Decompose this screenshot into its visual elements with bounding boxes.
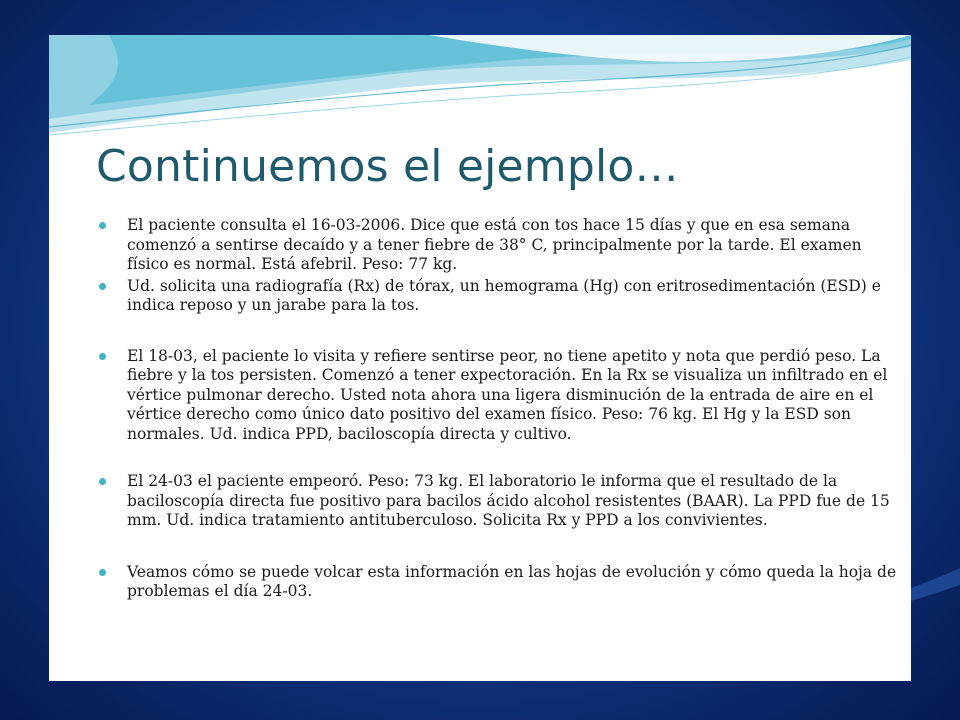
bullet-text: El paciente consulta el 16-03-2006. Dice que está con tos hace 15 días y que en esa semana comenzó a sentirse decaído y a tener fiebre de 38° C, principalmente por la tarde. El examen físico es normal. Está afebril. Peso: 77 kg. bbox=[127, 216, 862, 273]
bullet-dot-icon bbox=[99, 478, 106, 485]
bullet-dot-icon bbox=[99, 353, 106, 360]
bullet-dot-icon bbox=[99, 283, 106, 290]
bullet-text: El 18-03, el paciente lo visita y refiere sentirse peor, no tiene apetito y nota que perdió peso. La fiebre y la tos persisten. Comenzó a tener expectoración. En la Rx se visualiza un infiltrado en el vértice pulmonar derecho. Usted nota ahora una ligera disminución de la entrada de aire en el vértice derecho como único dato positivo del examen físico. Peso: 76 kg. El Hg y la ESD son normales. Ud. indica PPD, baciloscopía directa y cultivo. bbox=[127, 346, 888, 443]
bullet-list bbox=[99, 216, 899, 602]
bullet-dot-icon bbox=[99, 222, 106, 229]
bullet-text: Ud. solicita una radiografía (Rx) de tórax, un hemograma (Hg) con eritrosedimentación (ESD) e indica reposo y un jarabe para la tos. bbox=[127, 276, 881, 314]
bullet-text: El 24-03 el paciente empeoró. Peso: 73 kg. El laboratorio le informa que el resultado de la baciloscopía directa fue positivo para bacilos ácido alcohol resistentes (BAAR). La PPD fue de 15 mm. Ud. indica tratamiento antituberculoso. Solicita Rx y PPD a los convivientes. bbox=[127, 472, 890, 529]
bullet-item bbox=[99, 277, 899, 316]
bullet-item bbox=[99, 347, 899, 445]
decorative-wave bbox=[49, 35, 911, 145]
bullet-item bbox=[99, 563, 899, 602]
bullet-dot-icon bbox=[99, 569, 106, 576]
bullet-item bbox=[99, 472, 899, 531]
bullet-item bbox=[99, 216, 899, 275]
slide-content-area bbox=[49, 35, 911, 681]
bullet-text: Veamos cómo se puede volcar esta información en las hojas de evolución y cómo queda la hoja de problemas el día 24-03. bbox=[127, 562, 897, 600]
slide-title: Continuemos el ejemplo… bbox=[96, 141, 679, 192]
